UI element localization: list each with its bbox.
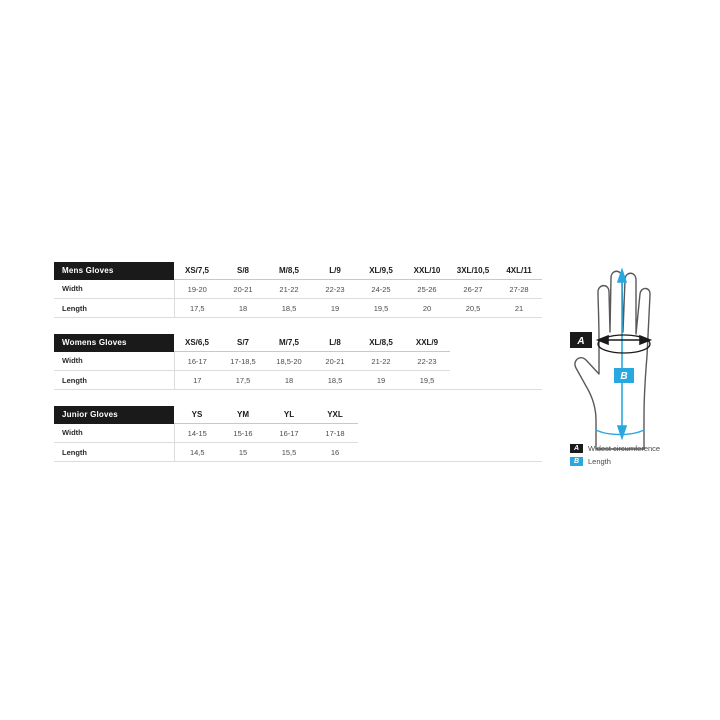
- table-cell: 20-21: [312, 352, 358, 371]
- table-cell: 19-20: [174, 280, 220, 299]
- table-cell: 24-25: [358, 280, 404, 299]
- table-cell: 18: [220, 299, 266, 318]
- table-junior-gloves: [54, 406, 542, 462]
- size-header: L/8: [312, 334, 358, 352]
- table-cell: 16-17: [174, 352, 220, 371]
- empty-cell: [450, 352, 496, 371]
- size-header: L/9: [312, 262, 358, 280]
- glove-measurement-diagram: [552, 244, 692, 474]
- table-title: Womens Gloves: [54, 334, 174, 352]
- size-header: XXL/10: [404, 262, 450, 280]
- size-header: YXL: [312, 406, 358, 424]
- table-cell: 22-23: [312, 280, 358, 299]
- table-title: Junior Gloves: [54, 406, 174, 424]
- table-header-row: [54, 334, 542, 352]
- row-label: Length: [54, 443, 174, 462]
- table-row: [54, 299, 542, 318]
- size-header: XXL/9: [404, 334, 450, 352]
- hand-outline: [575, 271, 650, 449]
- table-cell: 18,5: [312, 371, 358, 390]
- table-header-row: [54, 262, 542, 280]
- table-cell: 18,5-20: [266, 352, 312, 371]
- size-header: S/7: [220, 334, 266, 352]
- empty-cell: [496, 334, 542, 352]
- empty-cell: [358, 406, 404, 424]
- size-tables: [54, 262, 540, 462]
- table-cell: 15,5: [266, 443, 312, 462]
- table-cell: 17,5: [174, 299, 220, 318]
- table-cell: 21-22: [266, 280, 312, 299]
- legend-badge-a-icon: A: [570, 444, 583, 453]
- size-header: XS/6,5: [174, 334, 220, 352]
- table-cell: 17-18,5: [220, 352, 266, 371]
- row-label: Width: [54, 424, 174, 443]
- table-row: [54, 280, 542, 299]
- table-cell: 19,5: [358, 299, 404, 318]
- marker-a-label: A: [577, 336, 585, 347]
- circumference-indicator: [598, 335, 650, 353]
- table-cell: 27-28: [496, 280, 542, 299]
- table-cell: 26-27: [450, 280, 496, 299]
- empty-cell: [404, 424, 450, 443]
- empty-cell: [496, 443, 542, 462]
- empty-cell: [358, 443, 404, 462]
- marker-b-label: B: [620, 371, 628, 382]
- size-header: 4XL/11: [496, 262, 542, 280]
- empty-cell: [496, 406, 542, 424]
- size-header: XS/7,5: [174, 262, 220, 280]
- table-title: Mens Gloves: [54, 262, 174, 280]
- table-cell: 17-18: [312, 424, 358, 443]
- table-cell: 21-22: [358, 352, 404, 371]
- legend-item-b: [570, 456, 710, 467]
- size-header: YS: [174, 406, 220, 424]
- table-row: [54, 443, 542, 462]
- row-label: Length: [54, 299, 174, 318]
- table-cell: 20: [404, 299, 450, 318]
- table-cell: 22-23: [404, 352, 450, 371]
- table-cell: 16-17: [266, 424, 312, 443]
- table-womens-gloves: [54, 334, 542, 390]
- table-cell: 17,5: [220, 371, 266, 390]
- table-cell: 21: [496, 299, 542, 318]
- table-row: [54, 352, 542, 371]
- table-cell: 25-26: [404, 280, 450, 299]
- table-cell: 20,5: [450, 299, 496, 318]
- table-cell: 15: [220, 443, 266, 462]
- legend-item-a: [570, 443, 710, 454]
- size-header: XL/8,5: [358, 334, 404, 352]
- table-row: [54, 371, 542, 390]
- size-header: YM: [220, 406, 266, 424]
- empty-cell: [450, 371, 496, 390]
- table-cell: 14,5: [174, 443, 220, 462]
- legend-label-a: Widest circumference: [588, 444, 661, 453]
- size-header: M/8,5: [266, 262, 312, 280]
- row-label: Width: [54, 352, 174, 371]
- size-header: M/7,5: [266, 334, 312, 352]
- table-cell: 15-16: [220, 424, 266, 443]
- empty-cell: [358, 424, 404, 443]
- table-cell: 18: [266, 371, 312, 390]
- table-header-row: [54, 406, 542, 424]
- empty-cell: [404, 406, 450, 424]
- table-cell: 17: [174, 371, 220, 390]
- marker-a: [570, 332, 592, 348]
- empty-cell: [496, 424, 542, 443]
- size-header: S/8: [220, 262, 266, 280]
- legend-badge-b-icon: B: [570, 457, 583, 466]
- empty-cell: [496, 371, 542, 390]
- table-cell: 19: [358, 371, 404, 390]
- size-header: XL/9,5: [358, 262, 404, 280]
- size-header: 3XL/10,5: [450, 262, 496, 280]
- legend: [570, 443, 710, 469]
- empty-cell: [496, 352, 542, 371]
- table-cell: 19,5: [404, 371, 450, 390]
- table-cell: 18,5: [266, 299, 312, 318]
- legend-label-b: Length: [588, 457, 611, 466]
- table-mens-gloves: [54, 262, 542, 318]
- empty-cell: [450, 424, 496, 443]
- row-label: Length: [54, 371, 174, 390]
- table-cell: 16: [312, 443, 358, 462]
- table-row: [54, 424, 542, 443]
- table-cell: 14-15: [174, 424, 220, 443]
- table-cell: 19: [312, 299, 358, 318]
- table-cell: 20-21: [220, 280, 266, 299]
- empty-cell: [450, 334, 496, 352]
- size-header: YL: [266, 406, 312, 424]
- empty-cell: [404, 443, 450, 462]
- empty-cell: [450, 406, 496, 424]
- empty-cell: [450, 443, 496, 462]
- row-label: Width: [54, 280, 174, 299]
- marker-b: [614, 368, 634, 383]
